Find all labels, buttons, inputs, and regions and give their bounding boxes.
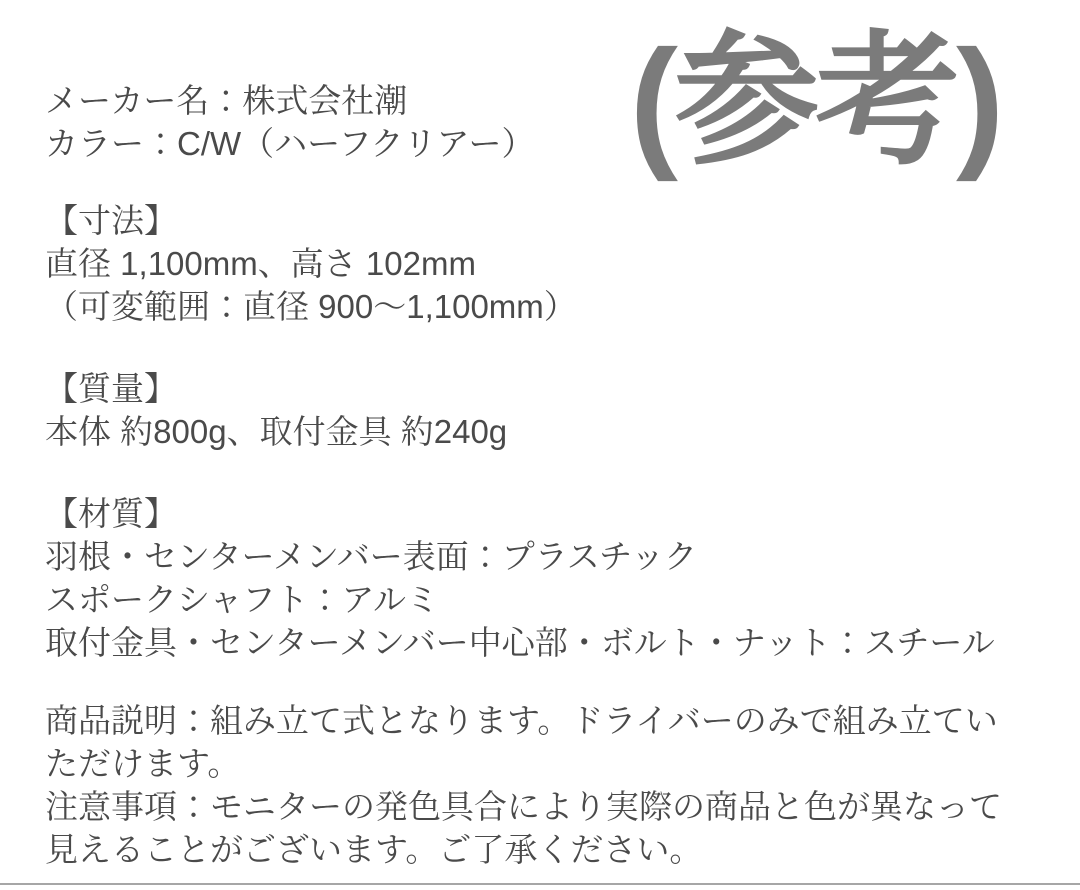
material-shaft-line: スポークシャフト：アルミ xyxy=(45,581,440,618)
dimensions-line: 直径 1,100mm、高さ 102mm xyxy=(45,245,476,282)
product-notes-block xyxy=(45,699,1002,871)
section-weight-heading: 【質量】 xyxy=(45,370,177,407)
bottom-divider xyxy=(0,883,1080,885)
section-weight xyxy=(45,367,507,453)
section-material xyxy=(45,492,995,664)
maker-name-line: メーカー名：株式会社潮 xyxy=(45,82,408,119)
dimensions-range-line: （可変範囲：直径 900〜1,100mm） xyxy=(45,288,577,325)
reference-watermark-text: (参考) xyxy=(629,19,1001,182)
note-line-caution-1: 注意事項：モニターの発色具合により実際の商品と色が異なって xyxy=(45,788,1002,825)
material-hardware-line: 取付金具・センターメンバー中心部・ボルト・ナット：スチール xyxy=(45,624,995,661)
note-line-caution-2: 見えることがございます。ご了承ください。 xyxy=(45,831,703,868)
note-line-description-1: 商品説明：組み立て式となります。ドライバーのみで組み立てい xyxy=(45,702,998,739)
note-line-description-2: ただけます。 xyxy=(45,745,241,782)
material-surface-line: 羽根・センターメンバー表面：プラスチック xyxy=(45,538,698,575)
weight-line: 本体 約800g、取付金具 約240g xyxy=(45,413,508,450)
section-dimensions-heading: 【寸法】 xyxy=(45,202,177,239)
reference-watermark xyxy=(600,6,1030,196)
color-line: カラー：C/W（ハーフクリアー） xyxy=(45,125,535,162)
section-dimensions xyxy=(45,199,577,328)
section-material-heading: 【材質】 xyxy=(45,495,177,532)
maker-info-block xyxy=(45,79,535,165)
